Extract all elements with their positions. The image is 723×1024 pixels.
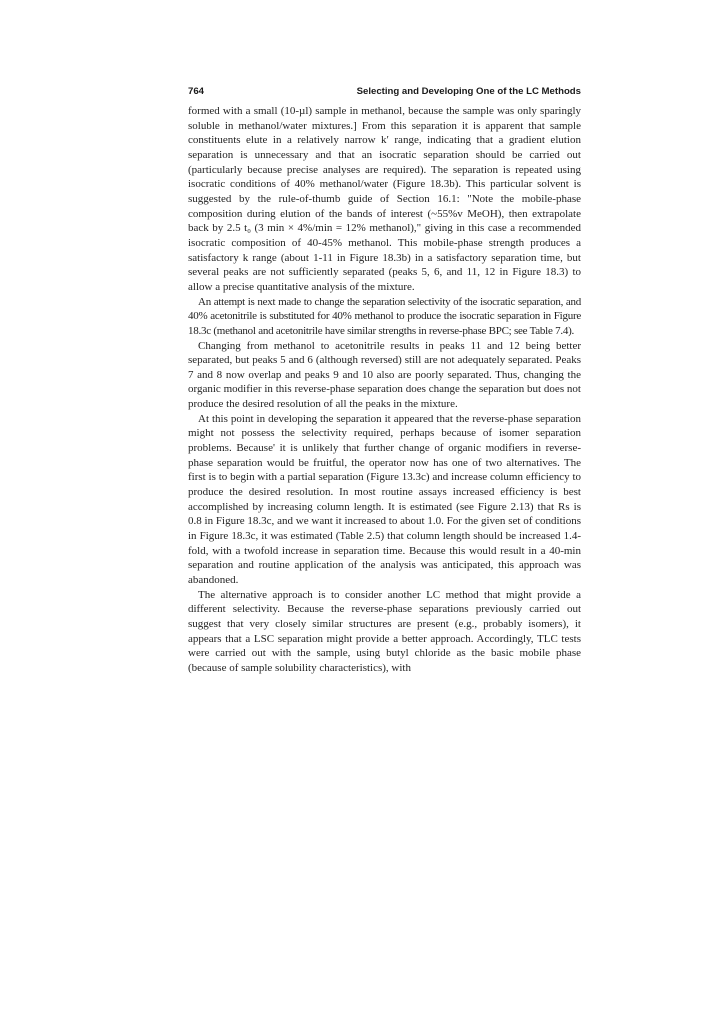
paragraph-3: Changing from methanol to acetonitrile results in peaks 11 and 12 being better separated, but peaks 5 and 6 (although reversed) still are not adequately separated. Peaks 7 and 8 now overlap and peaks 9 and 10 also are poorly separated. Thus, changing the organic modifier in this reverse-phase separation does change the separation but does not produce the desired resolution of all the peaks in the mixture. xyxy=(188,339,581,411)
page-header xyxy=(188,86,581,102)
paragraph-4: At this point in developing the separation it appeared that the reverse-phase separation might not possess the selectivity required, perhaps because of isomer separation problems. Because' it is unlikely that further change of organic modifiers in reverse-phase separation would be fruitful, the operator now has one of two alternatives. The first is to begin with a partial separation (Figure 13.3c) and increase column efficiency to produce the desired resolution. In most routine assays increased efficiency is best accomplished by increasing column length. It is estimated (see Figure 2.13) that Rs is 0.8 in Figure 18.3c, and we want it increased to about 1.0. For the given set of conditions in Figure 18.3c, it was estimated (Table 2.5) that column length should be increased 1.4-fold, with a twofold increase in separation time. Because this would result in a 40-min separation and routine application of the analysis was anticipated, this approach was abandoned. xyxy=(188,412,581,586)
body-text xyxy=(188,104,581,676)
paragraph-5: The alternative approach is to consider another LC method that might provide a different selectivity. Because the reverse-phase separations previously carried out suggest that very closely similar structures are present (e.g., probably isomers), it appears that a LSC separation might provide a better approach. Accordingly, TLC tests were carried out with the sample, using butyl chloride as the basic mobile phase (because of sample solubility characteristics), with xyxy=(188,588,581,674)
paragraph-2: An attempt is next made to change the separation selectivity of the isocratic separation, and 40% acetonitrile is substituted for 40% methanol to produce the isocratic separation in Figure 18.3c (methanol and acetonitrile have similar strengths in reverse-phase BPC; see Table 7.4). xyxy=(188,295,581,337)
page-number: 764 xyxy=(188,86,205,97)
paragraph-1: formed with a small (10-µl) sample in methanol, because the sample was only sparingly soluble in methanol/water mixtures.] From this separation it is apparent that sample constituents elute in a relatively narrow k′ range, indicating that a gradient elution separation is unnecessary and that an isocratic separation should be carried out (particularly because precise analyses are required). The separation is repeated using isocratic conditions of 40% methanol/water (Figure 18.3b). This particular solvent is suggested by the rule-of-thumb guide of Section 16.1: "Note the mobile-phase composition during elution of the bands of interest (~55%v MeOH), then extrapolate back by 2.5 t₀ (3 min × 4%/min = 12% methanol)," giving in this case a recommended isocratic composition of 40-45% methanol. This mobile-phase strength produces a satisfactory k range (about 1-11 in Figure 18.3b) in a satisfactory separation time, but several peaks are not sufficiently separated (peaks 5, 6, and 11, 12 in Figure 18.3) to allow a precise quantitative analysis of the mixture. xyxy=(188,105,581,293)
running-head: Selecting and Developing One of the LC Methods xyxy=(356,86,581,97)
